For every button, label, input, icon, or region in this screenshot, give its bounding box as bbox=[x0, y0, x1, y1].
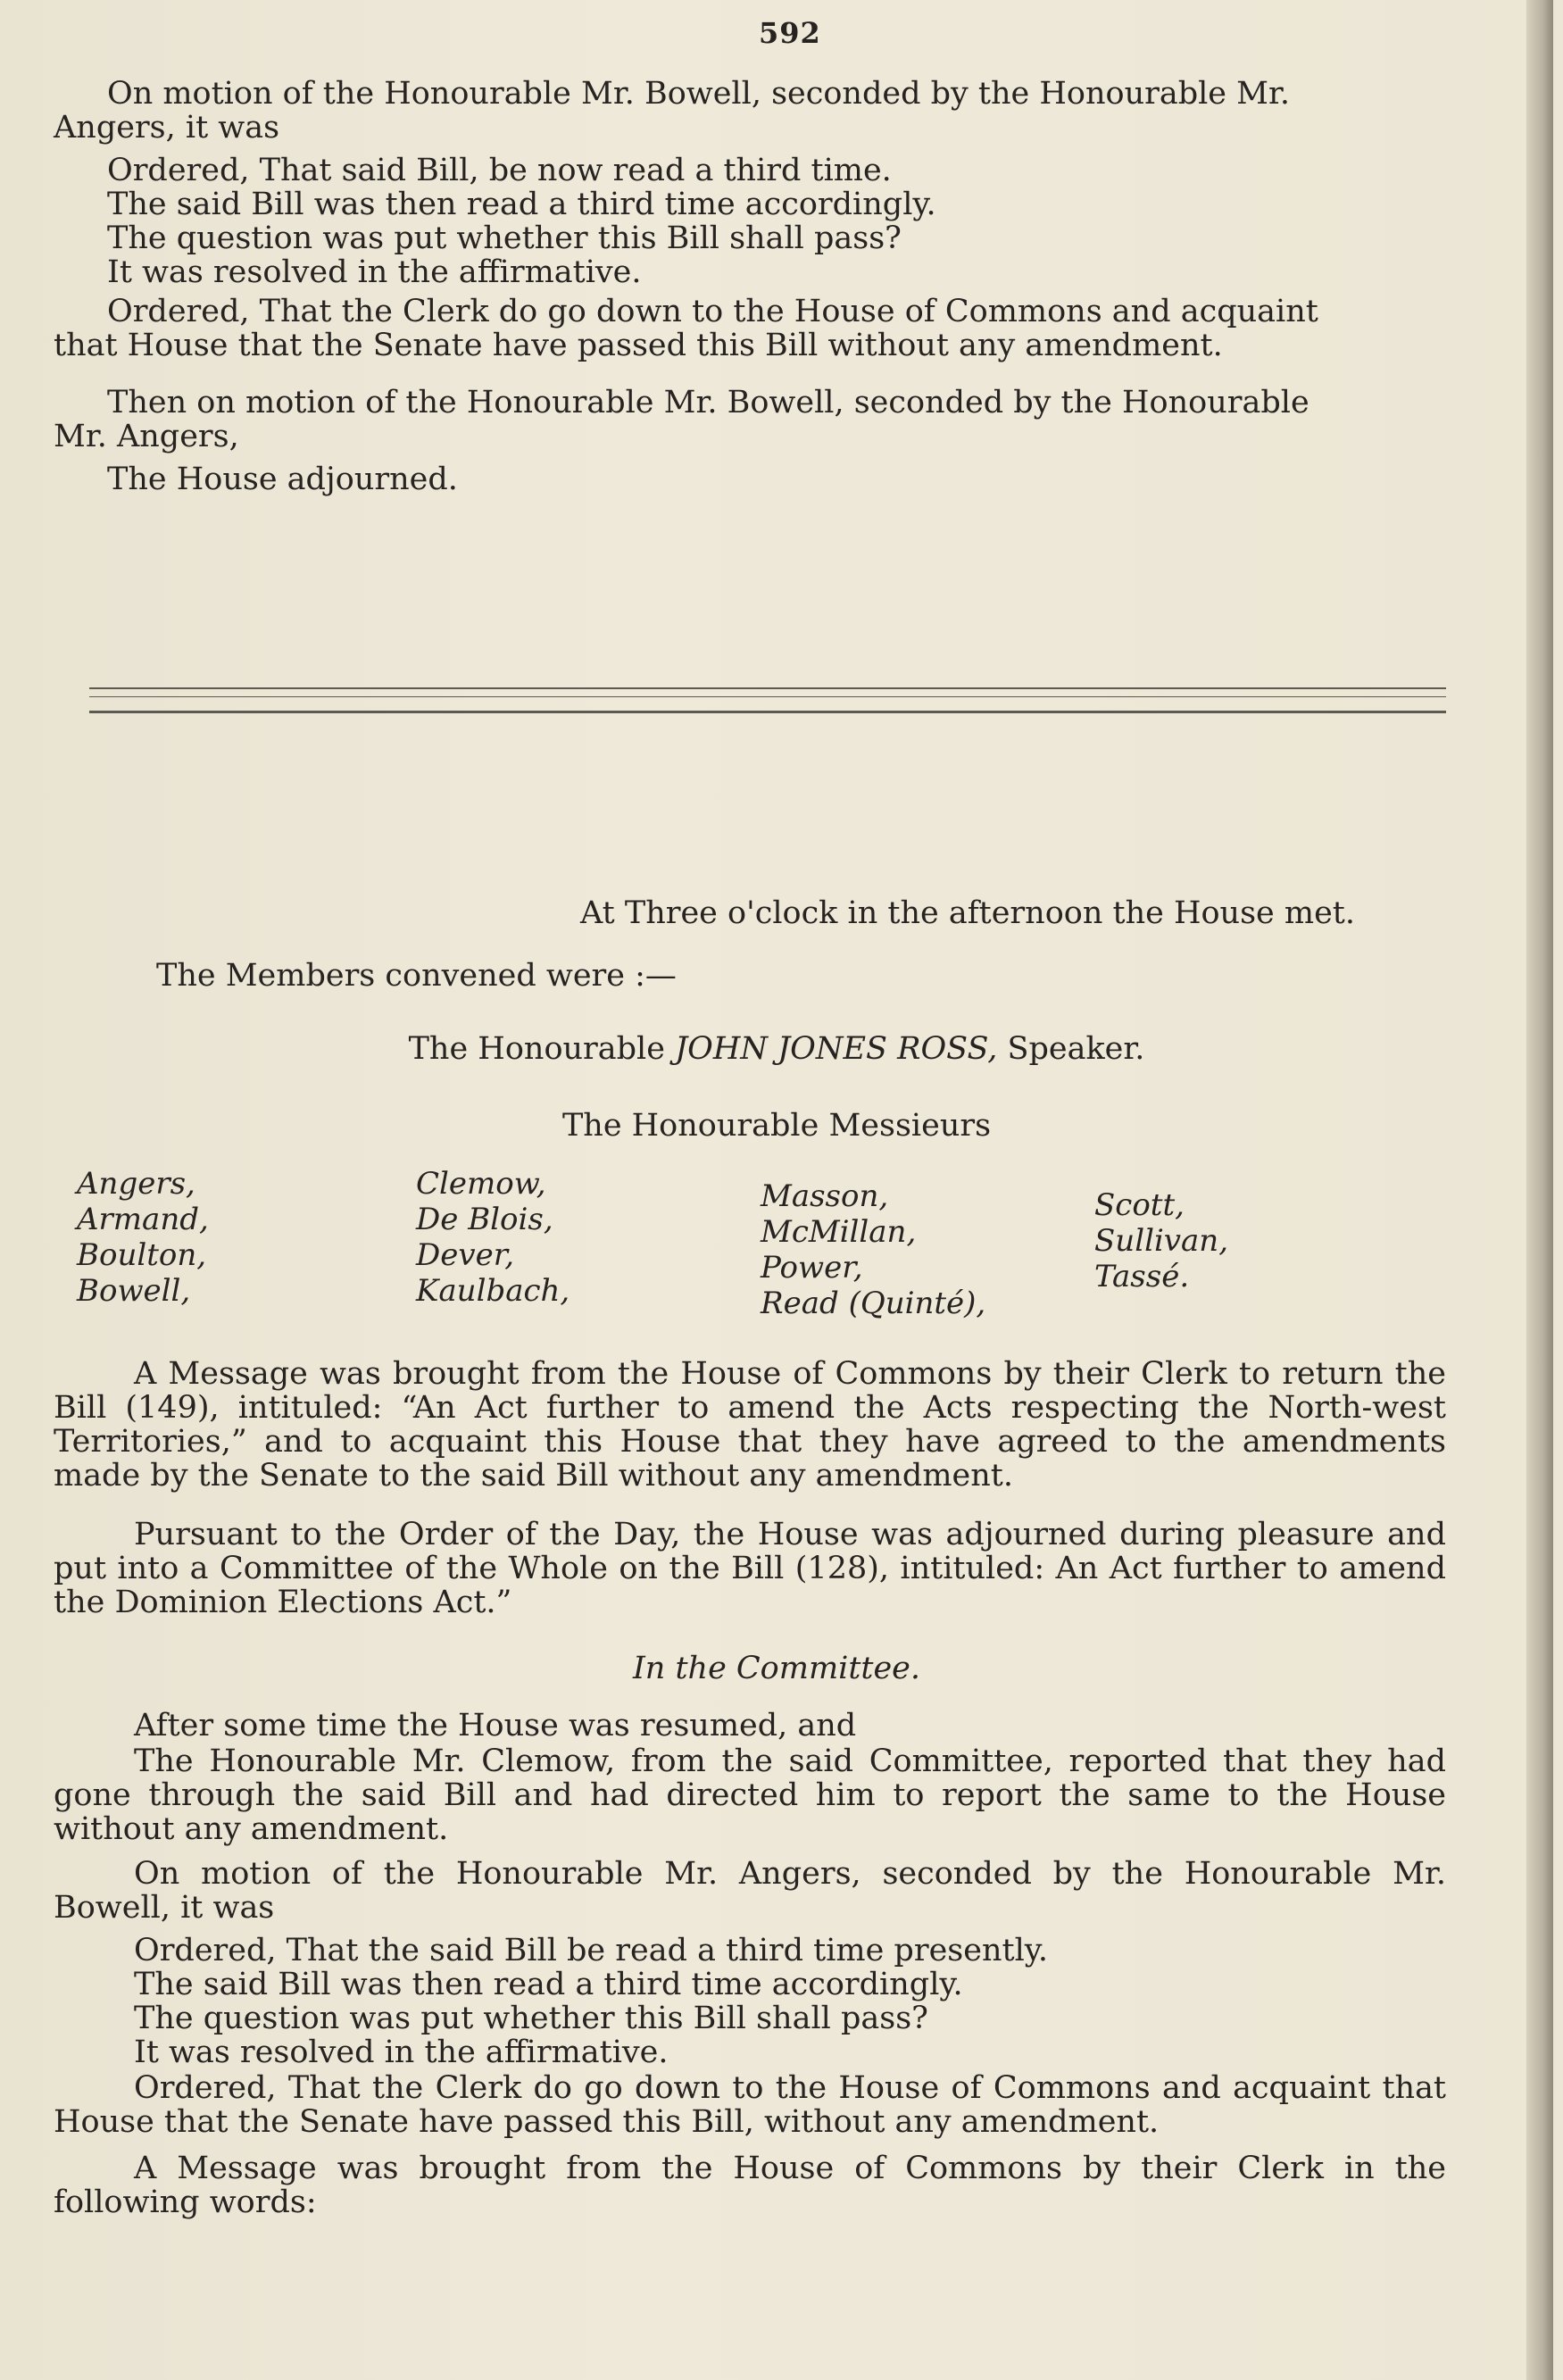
in-committee-heading: In the Committee. bbox=[632, 1651, 921, 1686]
member-name: Armand, bbox=[77, 1202, 209, 1237]
text-line: The said Bill was then read a third time accordingly. bbox=[134, 1967, 963, 2002]
text-line: The House adjourned. bbox=[107, 462, 458, 497]
members-convened: The Members convened were :— bbox=[156, 958, 677, 994]
member-name: De Blois, bbox=[416, 1202, 553, 1237]
speaker-prefix: The Honourable bbox=[408, 1031, 665, 1067]
separator-rule bbox=[89, 711, 1446, 713]
members-column bbox=[416, 1166, 569, 1309]
text-line: On motion of the Honourable Mr. Bowell, seconded by the Honourable Mr. bbox=[107, 76, 1290, 112]
member-name: McMillan, bbox=[761, 1214, 917, 1250]
text-line: The question was put whether this Bill shall pass? bbox=[107, 221, 902, 256]
message-paragraph: A Message was brought from the House of Commons by their Clerk to return the Bill (149), intituled: “An Act further to amend the Acts respecting the North-west Territories,” and to acquaint this House that they have agreed to the amendments made by the Senate to the said Bill without any amendment. bbox=[54, 1356, 1446, 1494]
meeting-line: At Three o'clock in the afternoon the House met. bbox=[580, 895, 1355, 931]
members-column bbox=[77, 1166, 209, 1309]
members-column bbox=[1094, 1187, 1228, 1294]
order-paragraph: Pursuant to the Order of the Day, the House was adjourned during pleasure and put into a Committee of the Whole on the Bill (128), intituled: An Act further to amend the Dominion Elections Act.” bbox=[54, 1517, 1446, 1620]
text-line: Then on motion of the Honourable Mr. Bowell, seconded by the Honourable bbox=[107, 385, 1309, 420]
member-name: Sullivan, bbox=[1094, 1223, 1228, 1259]
messieurs-heading: The Honourable Messieurs bbox=[561, 1108, 992, 1144]
member-name: Power, bbox=[761, 1250, 863, 1286]
text-line: The said Bill was then read a third time accordingly. bbox=[107, 187, 936, 222]
message-paragraph: A Message was brought from the House of Commons by their Clerk in the following words: bbox=[54, 2151, 1446, 2220]
text-line: It was resolved in the affirmative. bbox=[107, 254, 642, 290]
motion-paragraph: On motion of the Honourable Mr. Angers, seconded by the Honourable Mr. Bowell, it was bbox=[54, 1856, 1446, 1926]
text-line: that House that the Senate have passed this Bill without any amendment. bbox=[54, 328, 1223, 363]
text-line: Ordered, That said Bill, be now read a third time. bbox=[107, 153, 892, 188]
member-name: Scott, bbox=[1094, 1187, 1185, 1223]
members-column bbox=[761, 1178, 985, 1321]
clerk-paragraph: Ordered, That the Clerk do go down to the House of Commons and acquaint that House that the Senate have passed this Bill, without any amendment. bbox=[54, 2070, 1446, 2140]
member-name: Dever, bbox=[416, 1237, 515, 1273]
speaker-suffix: Speaker. bbox=[1007, 1031, 1145, 1067]
text-line: After some time the House was resumed, and bbox=[134, 1708, 857, 1743]
text-line: The question was put whether this Bill shall pass? bbox=[134, 2001, 928, 2036]
page-number: 592 bbox=[759, 16, 821, 50]
report-paragraph: The Honourable Mr. Clemow, from the said Committee, reported that they had gone through the said Bill and had directed him to report the same to the House without any amendment. bbox=[54, 1743, 1446, 1847]
member-name: Angers, bbox=[77, 1166, 195, 1202]
text-line: It was resolved in the affirmative. bbox=[134, 2035, 669, 2070]
member-name: Bowell, bbox=[77, 1273, 191, 1309]
member-name: Boulton, bbox=[77, 1237, 207, 1273]
text-line: Ordered, That the Clerk do go down to the House of Commons and acquaint bbox=[107, 294, 1318, 329]
speaker-line bbox=[0, 1032, 1553, 1066]
member-name: Masson, bbox=[761, 1178, 889, 1214]
member-name: Kaulbach, bbox=[416, 1273, 570, 1309]
text-line: Angers, it was bbox=[54, 110, 280, 146]
speaker-name: JOHN JONES ROSS, bbox=[675, 1031, 998, 1067]
member-name: Read (Quinté), bbox=[761, 1286, 986, 1321]
member-name: Clemow, bbox=[416, 1166, 546, 1202]
separator-rule bbox=[89, 696, 1446, 697]
members-roster bbox=[77, 1166, 1237, 1327]
member-name: Tassé. bbox=[1094, 1259, 1190, 1294]
text-line: Mr. Angers, bbox=[54, 419, 239, 454]
separator-rule bbox=[89, 687, 1446, 689]
page-edge bbox=[1526, 0, 1553, 2380]
text-line: Ordered, That the said Bill be read a third time presently. bbox=[134, 1933, 1049, 1968]
